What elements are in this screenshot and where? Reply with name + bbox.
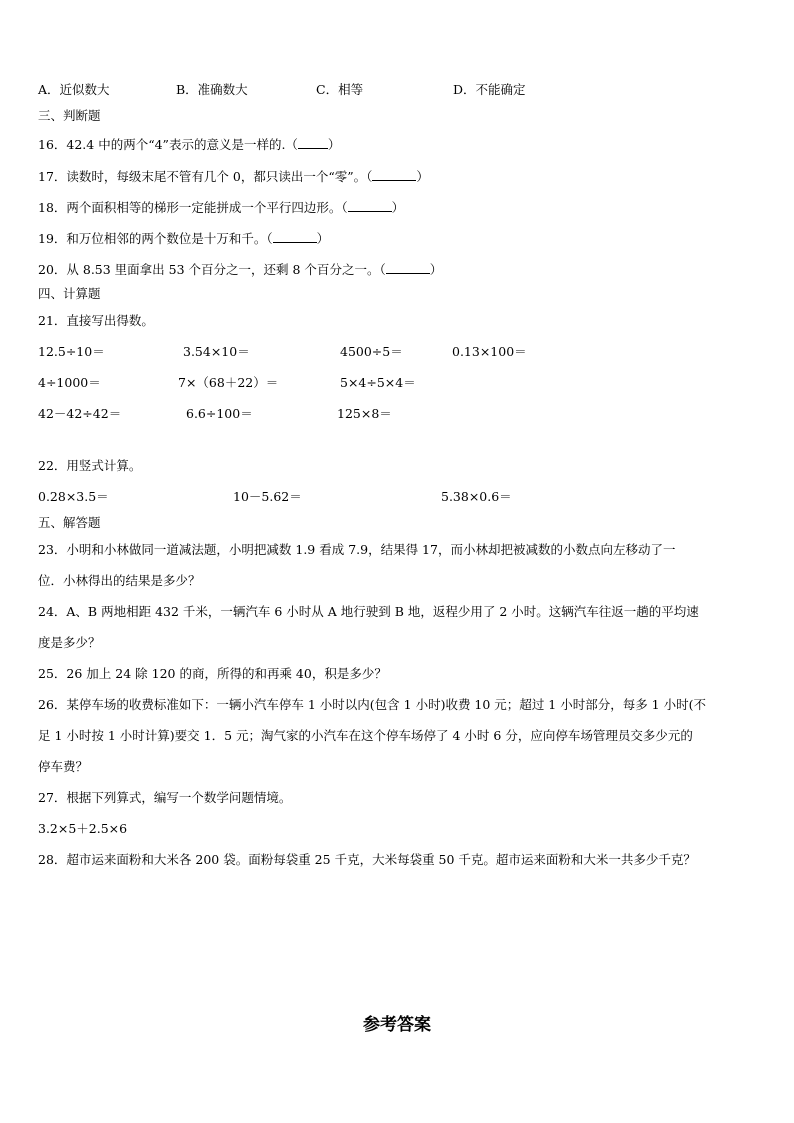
section-judgment-heading: 三、判断题 [38, 108, 101, 123]
question-18 [38, 198, 404, 216]
answer-blank[interactable] [386, 260, 430, 274]
question-23-line-1: 23．小明和小林做同一道减法题，小明把减数 1.9 看成 7.9，结果得 17，而小林却把被减数的小数点向左移动了一 [38, 542, 676, 557]
calc-item: 4500÷5＝ [340, 344, 403, 359]
question-24-line-2: 度是多少？ [38, 635, 101, 650]
section-word-problems-heading: 五、解答题 [38, 515, 101, 530]
close-paren: ） [327, 137, 341, 152]
calc-item: 7×（68＋22）＝ [178, 375, 279, 390]
question-17 [38, 167, 429, 185]
question-18-text: 18．两个面积相等的梯形一定能拼成一个平行四边形。（ [38, 200, 348, 215]
question-26-line-1: 26．某停车场的收费标准如下：一辆小汽车停车 1 小时以内(包含 1 小时)收费 10 元；超过 1 小时部分，每多 1 小时(不 [38, 697, 706, 712]
option-c: C．相等 [316, 82, 364, 97]
answer-key-title: 参考答案 [363, 1015, 431, 1035]
option-d: D．不能确定 [453, 82, 526, 97]
question-25: 25．26 加上 24 除 120 的商，所得的和再乘 40，积是多少？ [38, 666, 387, 681]
answer-blank[interactable] [298, 135, 328, 149]
question-19 [38, 229, 329, 247]
calc-item: 3.54×10＝ [183, 344, 250, 359]
question-27: 27．根据下列算式，编写一个数学问题情境。 [38, 790, 292, 805]
question-21: 21．直接写出得数。 [38, 313, 154, 328]
answer-blank[interactable] [273, 229, 317, 243]
option-b: B．准确数大 [176, 82, 248, 97]
question-16-text: 16．42.4 中的两个“4”表示的意义是一样的.（ [38, 137, 298, 152]
vertical-calc-item: 5.38×0.6＝ [441, 489, 512, 504]
section-calc-heading: 四、计算题 [38, 286, 101, 301]
vertical-calc-item: 10－5.62＝ [233, 489, 302, 504]
calc-item: 6.6÷100＝ [186, 406, 253, 421]
answer-blank[interactable] [372, 167, 416, 181]
question-17-text: 17．读数时，每级末尾不管有几个 0，都只读出一个“零”。（ [38, 169, 373, 184]
question-20-text: 20．从 8.53 里面拿出 53 个百分之一，还剩 8 个百分之一。（ [38, 262, 386, 277]
calc-item: 4÷1000＝ [38, 375, 101, 390]
question-22: 22．用竖式计算。 [38, 458, 142, 473]
question-28: 28．超市运来面粉和大米各 200 袋。面粉每袋重 25 千克，大米每袋重 50 千克。超市运来面粉和大米一共多少千克？ [38, 852, 696, 867]
calc-item: 42－42÷42＝ [38, 406, 122, 421]
question-16 [38, 135, 340, 153]
vertical-calc-item: 0.28×3.5＝ [38, 489, 109, 504]
question-26-line-3: 停车费？ [38, 759, 89, 774]
close-paren: ） [316, 231, 330, 246]
close-paren: ） [429, 262, 443, 277]
question-26-line-2: 足 1 小时按 1 小时计算)要交 1．5 元；淘气家的小汽车在这个停车场停了 4 小时 6 分，应向停车场管理员交多少元的 [38, 728, 693, 743]
calc-item: 5×4÷5×4＝ [340, 375, 416, 390]
calc-item: 125×8＝ [337, 406, 392, 421]
close-paren: ） [391, 200, 405, 215]
question-20 [38, 260, 442, 278]
question-23-line-2: 位．小林得出的结果是多少？ [38, 573, 201, 588]
question-24-line-1: 24．A、B 两地相距 432 千米，一辆汽车 6 小时从 A 地行驶到 B 地，返程少用了 2 小时。这辆汽车往返一趟的平均速 [38, 604, 699, 619]
calc-item: 0.13×100＝ [452, 344, 527, 359]
calc-item: 12.5÷10＝ [38, 344, 105, 359]
question-19-text: 19．和万位相邻的两个数位是十万和千。（ [38, 231, 273, 246]
answer-blank[interactable] [348, 198, 392, 212]
option-a: A．近似数大 [38, 82, 110, 97]
question-27-expression: 3.2×5＋2.5×6 [38, 821, 128, 836]
close-paren: ） [416, 169, 429, 184]
